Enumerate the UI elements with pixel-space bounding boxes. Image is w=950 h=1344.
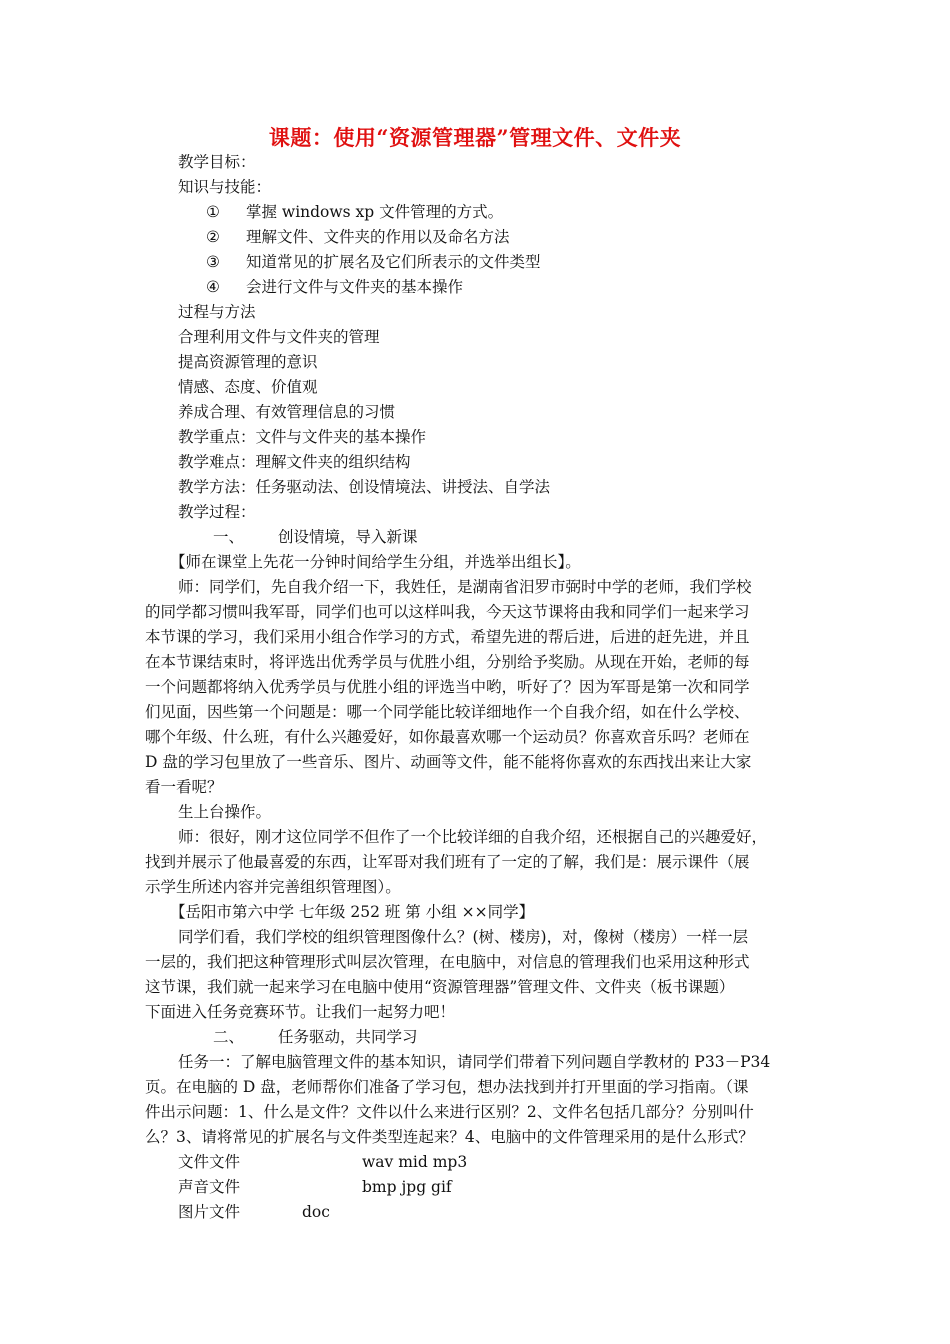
file-type-label: 图片文件 [178,1203,241,1221]
paragraph-line: 件出示问题：1、什么是文件？文件以什么来进行区别？2、文件名包括几部分？分别叫什 [145,1103,754,1121]
extension-list: bmp jpg gif [362,1178,452,1196]
paragraph-line: 么？3、请将常见的扩展名与文件类型连起来？4、电脑中的文件管理采用的是什么形式？ [145,1128,754,1146]
paragraph-line: 同学们看，我们学校的组织管理图像什么？(树、楼房)，对，像树（楼房）一样一层 [178,928,749,946]
bracket-note: 【岳阳市第六中学 七年级 252 班 第 小组 ××同学】 [170,903,535,921]
extension-list: wav mid mp3 [362,1153,468,1171]
paragraph-line: 在本节课结束时，将评选出优秀学员与优胜小组，分别给予奖励。从现在开始，老师的每 [145,653,750,671]
objectives-heading: 教学目标： [178,153,256,171]
emotion-item: 养成合理、有效管理信息的习惯 [178,403,396,421]
paragraph-line: 们见面，因些第一个问题是：哪一个同学能比较详细地作一个自我介绍，如在什么学校、 [145,703,750,721]
paragraph-line: 哪个年级、什么班，有什么兴趣爱好，如你最喜欢哪一个运动员？你喜欢音乐吗？老师在 [145,728,750,746]
section-number: 一、 [213,528,245,546]
paragraph-line: 页。在电脑的 D 盘，老师帮你们准备了学习包，想办法找到并打开里面的学习指南。（课 [145,1078,749,1096]
skill-text: 会进行文件与文件夹的基本操作 [246,278,464,296]
paragraph-line: 师：同学们，先自我介绍一下，我姓任，是湖南省汨罗市弼时中学的老师，我们学校 [178,578,752,596]
skill-text: 理解文件、文件夹的作用以及命名方法 [246,228,510,246]
skill-number: ② [206,228,220,246]
paragraph-line: D 盘的学习包里放了一些音乐、图片、动画等文件，能不能将你喜欢的东西找出来让大家 [145,753,752,771]
teaching-methods: 教学方法：任务驱动法、创设情境法、讲授法、自学法 [178,478,551,496]
page-title: 课题：使用“资源管理器”管理文件、文件夹 [268,125,682,150]
process-heading: 过程与方法 [178,303,256,321]
paragraph-line: 这节课，我们就一起来学习在电脑中使用“资源管理器”管理文件、文件夹（板书课题） [145,978,735,996]
section-title: 任务驱动，共同学习 [278,1028,418,1046]
skill-number: ③ [206,253,220,271]
file-type-label: 声音文件 [178,1178,241,1196]
skill-text: 掌握 windows xp 文件管理的方式。 [246,203,504,221]
paragraph-line: 找到并展示了他最喜爱的东西，让军哥对我们班有了一定的了解，我们是：展示课件（展 [145,853,750,871]
paragraph-line: 一层的，我们把这种管理形式叫层次管理，在电脑中，对信息的管理我们也采用这种形式 [145,953,750,971]
section-title: 创设情境，导入新课 [278,528,418,546]
skill-text: 知道常见的扩展名及它们所表示的文件类型 [246,253,541,271]
emotion-heading: 情感、态度、价值观 [178,378,318,396]
paragraph-line: 下面进入任务竞赛环节。让我们一起努力吧！ [145,1003,456,1021]
paragraph-line: 一个问题都将纳入优秀学员与优胜小组的评选当中哟，听好了？因为军哥是第一次和同学 [145,678,750,696]
section-number: 二、 [213,1028,245,1046]
paragraph-line: 的同学都习惯叫我军哥，同学们也可以这样叫我，今天这节课将由我和同学们一起来学习 [145,603,750,621]
extension-list: doc [302,1203,330,1221]
skills-heading: 知识与技能： [178,178,272,196]
process-item: 提高资源管理的意识 [178,353,318,371]
paragraph-line: 本节课的学习，我们采用小组合作学习的方式，希望先进的帮后进，后进的赶先进，并且 [145,628,750,646]
file-type-label: 文件文件 [178,1153,241,1171]
skill-number: ① [206,203,220,221]
process-item: 合理利用文件与文件夹的管理 [178,328,380,346]
paragraph-line: 示学生所述内容并完善组织管理图）。 [145,878,401,896]
paragraph-line: 任务一：了解电脑管理文件的基本知识，请同学们带着下列问题自学教材的 P33－P34 [178,1053,771,1071]
paragraph-line: 看一看呢？ [145,778,223,796]
paragraph-line: 师：很好，刚才这位同学不但作了一个比较详细的自我介绍，还根据自己的兴趣爱好， [178,828,768,846]
process-label: 教学过程： [178,503,256,521]
difficulty: 教学难点：理解文件夹的组织结构 [178,453,411,471]
bracket-note: 【师在课堂上先花一分钟时间给学生分组，并选举出组长】。 [170,553,581,571]
student-operation: 生上台操作。 [178,803,272,821]
key-point: 教学重点：文件与文件夹的基本操作 [178,428,427,446]
skill-number: ④ [206,278,220,296]
